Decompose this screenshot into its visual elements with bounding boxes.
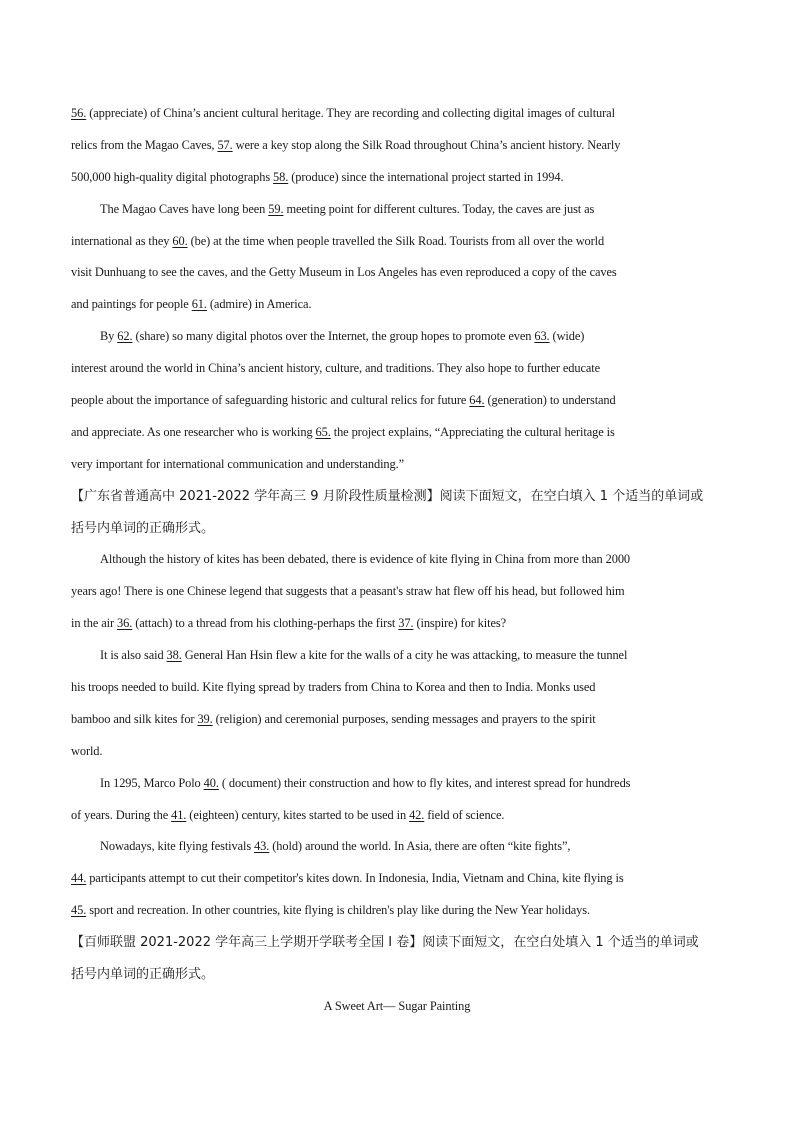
answer-blank: 62. [117,329,133,344]
answer-blank: 65. [315,424,331,439]
text-segment: General Han Hsin flew a kite for the walls of a city he was attacking, to measure the tunnel [181,648,628,663]
text-segment: 500,000 high-quality digital photographs [71,169,274,184]
text-segment: his troops needed to build. Kite flying spread by traders from China to Korea and then to India. Monks used [71,680,596,695]
document-body [71,98,723,1023]
text-segment: By [100,329,118,344]
text-segment: It is also said [100,648,167,663]
answer-blank: 40. [203,775,219,790]
text-segment: (be) at the time when people travelled the Silk Road. Tourists from all over the world [187,233,605,248]
text-line [71,576,723,608]
text-segment: and paintings for people [71,297,192,312]
answer-blank: 58. [273,169,289,184]
section-instruction-line [71,927,723,959]
text-segment: (eighteen) century, kites started to be used in [186,807,410,822]
text-segment: In 1295, Marco Polo [100,775,204,790]
text-line [71,226,723,258]
text-segment: 【广东省普通高中 2021-2022 学年高三 9 月阶段性质量检测】阅读下面短文，在空白填入 1 个适当的单词或 [71,488,704,504]
text-segment: (wide) [549,329,585,344]
text-line [71,449,723,481]
section-instruction-line [71,959,723,991]
text-segment: (appreciate) of China’s ancient cultural heritage. They are recording and collecting digital images of cultural [86,106,615,120]
text-segment: world. [71,743,103,758]
text-line [71,800,723,832]
text-segment: were a key stop along the Silk Road throughout China’s ancient history. Nearly [232,137,621,152]
text-line [71,544,723,576]
text-segment: sport and recreation. In other countries, kite flying is children's play like during the New Year holidays. [86,903,591,918]
text-line [71,672,723,704]
text-line [71,895,723,927]
text-line [71,640,723,672]
text-line [71,417,723,449]
text-segment: participants attempt to cut their competitor's kites down. In Indonesia, India, Vietnam and China, kite flying is [86,871,624,886]
text-segment: (generation) to understand [484,393,616,408]
text-segment: years ago! There is one Chinese legend that suggests that a peasant's straw hat flew off his head, but followed him [71,584,625,599]
answer-blank: 61. [191,297,207,312]
text-segment: (share) so many digital photos over the Internet, the group hopes to promote even [132,329,535,344]
answer-blank: 42. [409,807,425,822]
answer-blank: 39. [197,711,213,726]
text-line [71,353,723,385]
text-segment: of years. During the [71,807,172,822]
text-line [71,736,723,768]
text-segment: relics from the Magao Caves, [71,137,218,152]
answer-blank: 38. [166,648,182,663]
text-segment: the project explains, “Appreciating the cultural heritage is [330,424,615,439]
text-segment: 【百师联盟 2021-2022 学年高三上学期开学联考全国 I 卷】阅读下面短文，在空白处填入 1 个适当的单词或 [71,935,699,951]
text-line [71,385,723,417]
text-segment: (inspire) for kites? [413,616,506,631]
text-segment: bamboo and silk kites for [71,711,198,726]
text-line [71,831,723,863]
answer-blank: 56. [71,106,87,120]
answer-blank: 57. [217,137,233,152]
text-line [71,608,723,640]
text-segment: (hold) around the world. In Asia, there are often “kite fights”, [269,839,571,854]
text-segment: (admire) in America. [206,297,312,312]
text-segment: 括号内单词的正确形式。 [71,520,215,536]
text-segment: people about the importance of safeguarding historic and cultural relics for future [71,393,470,408]
text-segment: (attach) to a thread from his clothing-perhaps the first [132,616,399,631]
text-segment: (religion) and ceremonial purposes, sending messages and prayers to the spirit [212,711,596,726]
text-segment: Nowadays, kite flying festivals [100,839,255,854]
section-title [71,991,723,1023]
answer-blank: 37. [398,616,414,631]
text-segment: 括号内单词的正确形式。 [71,967,215,983]
text-segment: Although the history of kites has been debated, there is evidence of kite flying in China from more than 2000 [100,552,631,567]
text-segment: visit Dunhuang to see the caves, and the Getty Museum in Los Angeles has even reproduced a copy of the caves [71,265,617,280]
answer-blank: 45. [71,903,87,918]
text-line [71,863,723,895]
text-segment: interest around the world in China’s ancient history, culture, and traditions. They also hope to further educate [71,361,601,376]
section-instruction-line [71,513,723,545]
text-segment: A Sweet Art— Sugar Painting [323,998,471,1013]
answer-blank: 44. [71,871,87,886]
text-segment: field of science. [424,807,505,822]
text-line [71,321,723,353]
answer-blank: 43. [254,839,270,854]
text-line [71,704,723,736]
section-instruction-line [71,481,723,513]
text-segment: (produce) since the international project started in 1994. [288,169,564,184]
answer-blank: 36. [117,616,133,631]
text-line [71,130,723,162]
answer-blank: 64. [469,393,485,408]
text-segment: international as they [71,233,173,248]
text-segment: and appreciate. As one researcher who is working [71,424,316,439]
text-segment: meeting point for different cultures. Today, the caves are just as [283,201,595,216]
text-segment: The Magao Caves have long been [100,201,269,216]
text-line [71,768,723,800]
answer-blank: 41. [171,807,187,822]
text-line [71,194,723,226]
answer-blank: 60. [172,233,188,248]
text-line [71,289,723,321]
text-line [71,257,723,289]
text-line [71,162,723,194]
text-segment: very important for international communication and understanding.” [71,456,405,471]
answer-blank: 63. [534,329,550,344]
text-line [71,98,723,130]
text-segment: in the air [71,616,118,631]
answer-blank: 59. [268,201,284,216]
text-segment: ( document) their construction and how to fly kites, and interest spread for hundreds [218,775,631,790]
